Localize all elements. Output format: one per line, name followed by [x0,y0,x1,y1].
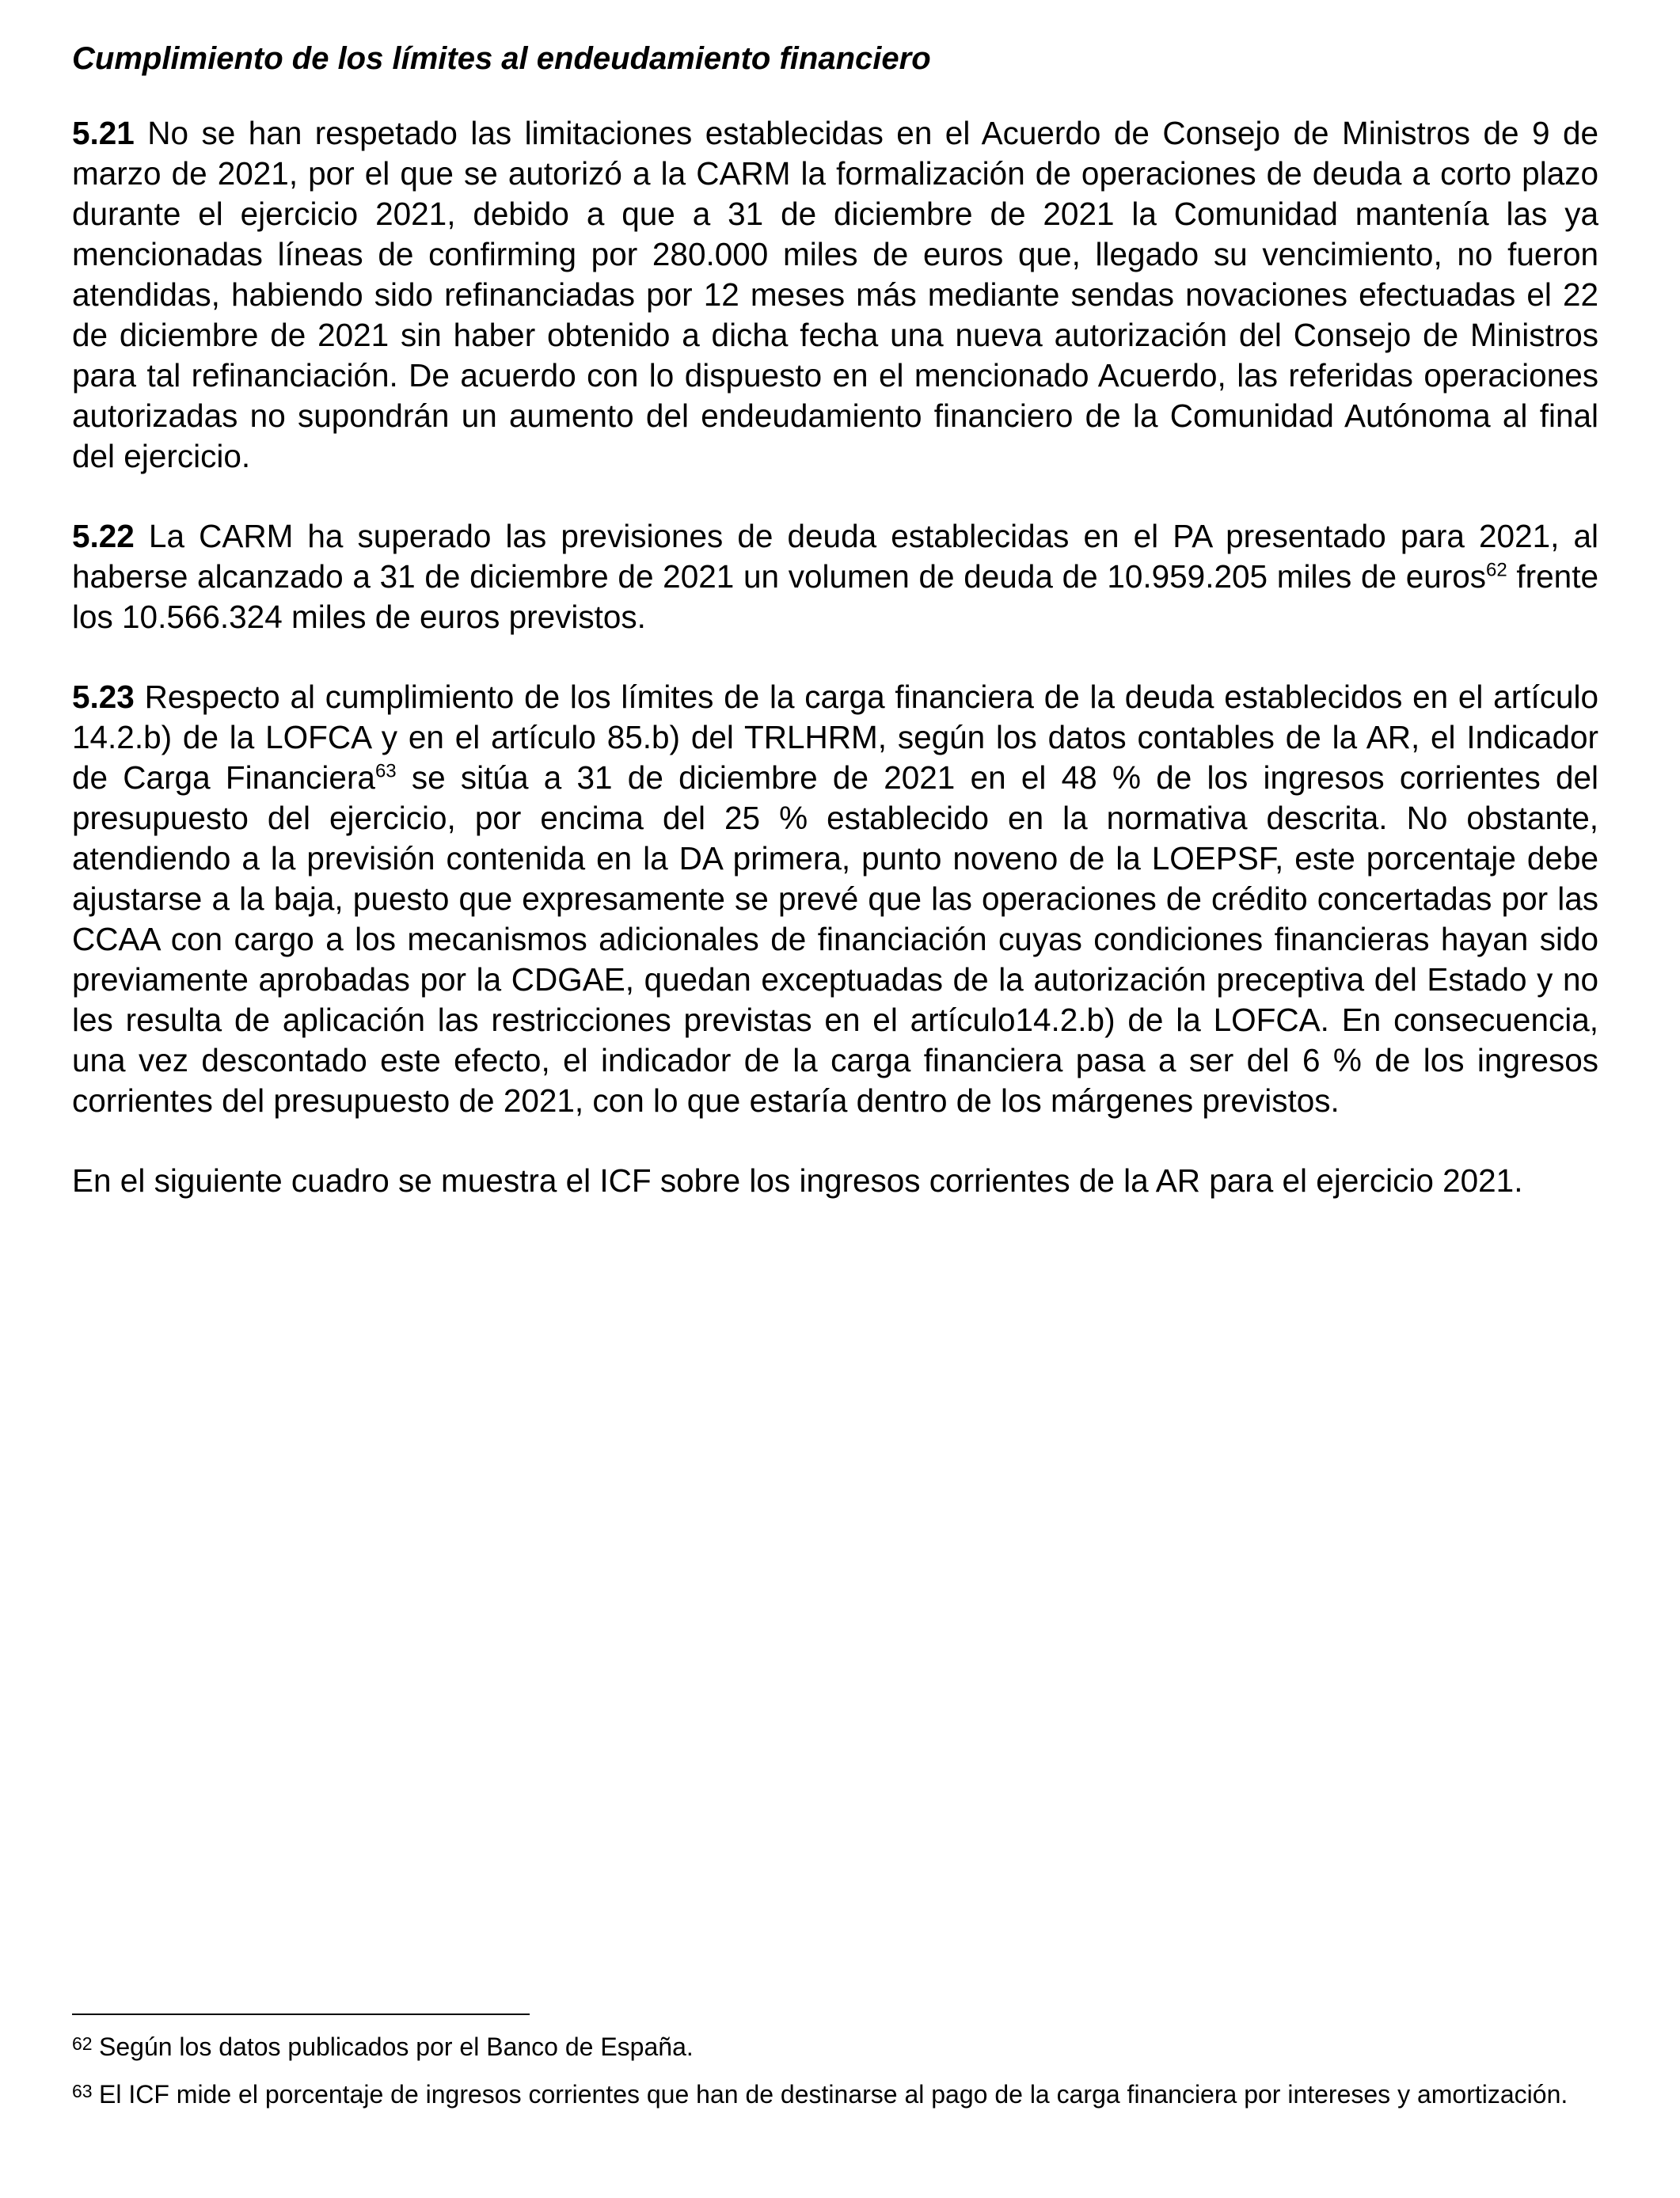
footnotes-section [72,2014,1598,2110]
main-content [72,32,1598,1201]
footnote-mark: 62 [72,2033,93,2054]
footnote-separator [72,2014,530,2015]
paragraph-text: No se han respetado las limitaciones establecidas en el Acuerdo de Consejo de Ministros de 9 de marzo de 2021, por el que se autorizó a la CARM la formalización de operaciones de deuda a corto plazo durante el ejercicio 2021, debido a que a 31 de diciembre de 2021 la Comunidad mantenía las ya mencionadas líneas de confirming por 280.000 miles de euros que, llegado su vencimiento, no fueron atendidas, habiendo sido refinanciadas por 12 meses más mediante sendas novaciones efectuadas el 22 de diciembre de 2021 sin haber obtenido a dicha fecha una nueva autorización del Consejo de Ministros para tal refinanciación. De acuerdo con lo dispuesto en el mencionado Acuerdo, las referidas operaciones autorizadas no supondrán un aumento del endeudamiento financiero de la Comunidad Autónoma al final del ejercicio. [72,115,1598,474]
footnote-63 [72,2078,1598,2110]
footnote-mark: 63 [72,2081,93,2101]
footnote-reference[interactable]: 63 [374,760,397,782]
paragraph-5-22 [72,516,1598,637]
closing-paragraph: En el siguiente cuadro se muestra el ICF sobre los ingresos corrientes de la AR para el ejercicio 2021. [72,1162,1523,1199]
footnote-text: El ICF mide el porcentaje de ingresos corrientes que han de destinarse al pago de la carga financiera por intereses y amortización. [99,2080,1568,2109]
footnote-text: Según los datos publicados por el Banco de España. [99,2033,694,2061]
paragraph-number: 5.21 [72,115,135,151]
paragraph-5-23 [72,677,1598,1121]
footnote-reference[interactable]: 62 [1486,559,1507,581]
paragraph-text: Respecto al cumplimiento de los límites de la carga financiera de la deuda establecidos en el artículo 14.2.b) de la LOFCA y en el artículo 85.b) del TRLHRM, según los datos contables de la AR, el Indicador de Carga Financiera [72,679,1598,796]
footnote-62 [72,2031,1598,2063]
paragraph-text: frente los 10.566.324 miles de euros previstos. [72,558,1598,635]
paragraph-5-21 [72,113,1598,477]
paragraph-text: La CARM ha superado las previsiones de deuda establecidas en el PA presentado para 2021, al haberse alcanzado a 31 de diciembre de 2021 un volumen de deuda de 10.959.205 miles de euros [72,518,1598,595]
paragraph-text: se sitúa a 31 de diciembre de 2021 en el 48 % de los ingresos corrientes del presupuesto del ejercicio, por encima del 25 % establecido en la normativa descrita. No obstante, atendiendo a la previsión contenida en la DA primera, punto noveno de la LOEPSF, este porcentaje debe ajustarse a la baja, puesto que expresamente se prevé que las operaciones de crédito concertadas por las CCAA con cargo a los mecanismos adicionales de financiación cuyas condiciones financieras hayan sido previamente aprobadas por la CDGAE, quedan exceptuadas de la autorización preceptiva del Estado y no les resulta de aplicación las restricciones previstas en el artículo14.2.b) de la LOFCA. En consecuencia, una vez descontado este efecto, el indicador de la carga financiera pasa a ser del 6 % de los ingresos corrientes del presupuesto de 2021, con lo que estaría dentro de los márgenes previstos. [72,759,1598,1119]
paragraph-number: 5.22 [72,518,135,554]
section-heading: Cumplimiento de los límites al endeudamiento financiero [72,41,931,76]
paragraph-number: 5.23 [72,679,135,715]
